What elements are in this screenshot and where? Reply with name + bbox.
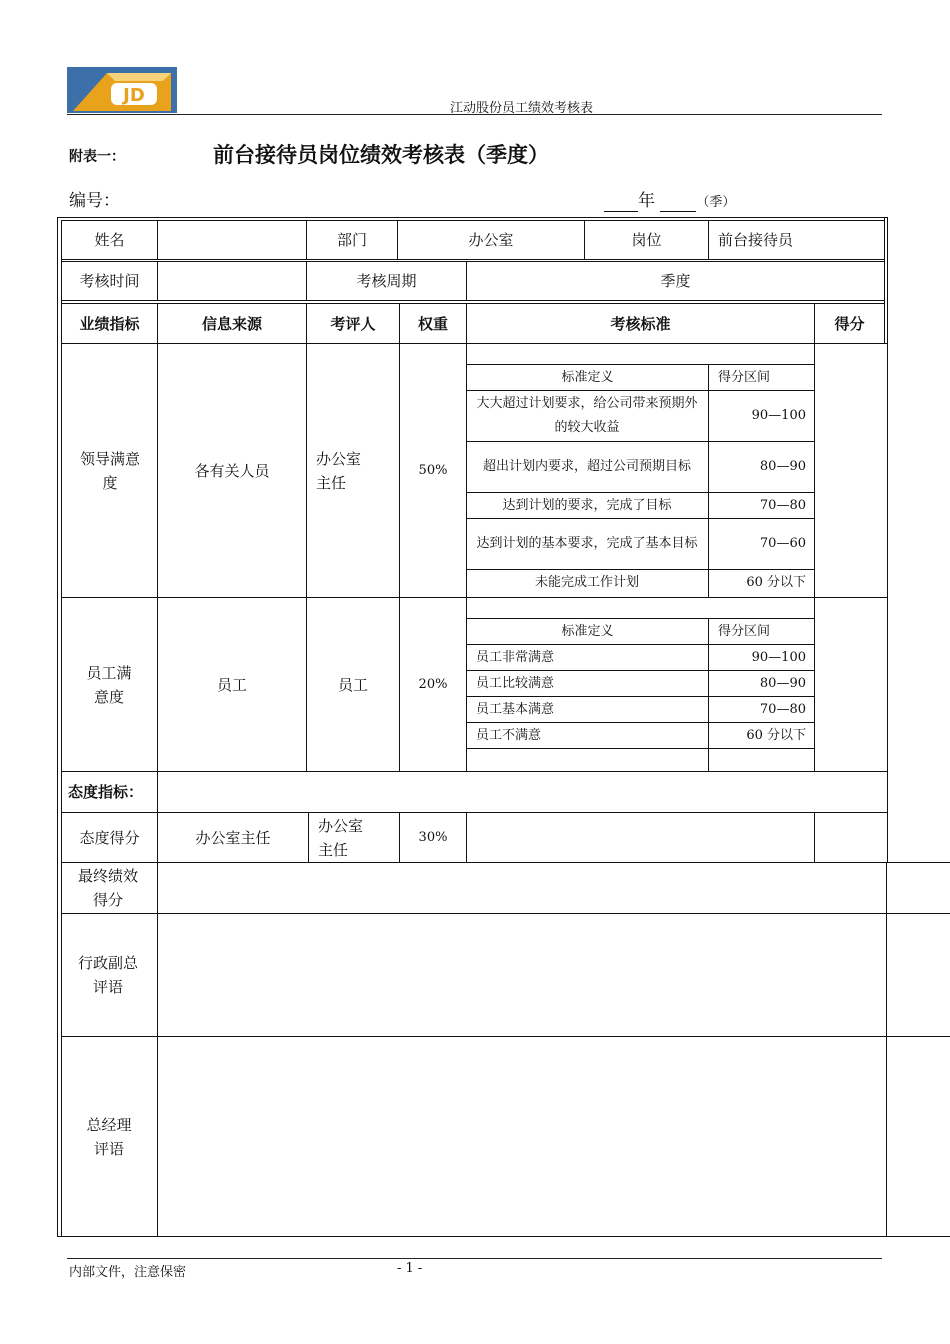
name-label: 姓名 — [94, 231, 125, 249]
attitude-score[interactable] — [815, 813, 886, 862]
criteria-definition: 员工不满意 — [476, 727, 542, 743]
dept-value[interactable]: 办公室 — [468, 231, 514, 249]
criteria-header-range: 得分区间 — [718, 623, 771, 639]
indicator-source: 员工 — [216, 675, 247, 694]
header-standard: 考核标准 — [610, 314, 671, 333]
header-score: 得分 — [834, 314, 865, 333]
criteria-definition: 未能完成工作计划 — [534, 575, 639, 590]
criteria-definition: 员工比较满意 — [476, 675, 555, 691]
gm-comment-value[interactable] — [158, 1037, 886, 1236]
footer-rule — [67, 1258, 882, 1259]
criteria-range: 60 分以下 — [746, 727, 806, 743]
criteria-range: 60 分以下 — [746, 575, 806, 590]
appendix-label: 附表一： — [69, 149, 125, 165]
page-number: - 1 - — [397, 1261, 423, 1276]
criteria-range: 70—80 — [759, 497, 806, 513]
criteria-range: 70—80 — [759, 701, 806, 717]
period-value[interactable]: 季度 — [660, 272, 691, 290]
page-title: 前台接待员岗位绩效考核表（季度） — [213, 143, 549, 167]
criteria-header-range: 得分区间 — [718, 369, 771, 385]
criteria-definition: 超出计划内要求，超过公司预期目标 — [482, 459, 691, 474]
criteria-definition: 员工基本满意 — [476, 701, 555, 717]
name-value[interactable] — [158, 221, 306, 259]
vp-comment-value[interactable] — [158, 914, 886, 1036]
indicator-evaluator: 办公室主任 — [316, 449, 362, 492]
header-indicator: 业绩指标 — [79, 314, 140, 333]
indicator-name: 领导满意度 — [79, 449, 140, 492]
criteria-range: 70—60 — [759, 536, 806, 551]
footer-confidential: 内部文件，注意保密 — [69, 1265, 187, 1280]
final-score-label: 最终绩效得分 — [77, 867, 138, 909]
criteria-header-definition: 标准定义 — [561, 623, 614, 639]
year-label: 年 — [638, 191, 655, 211]
dept-label: 部门 — [336, 231, 367, 249]
indicator-score[interactable] — [815, 598, 886, 771]
attitude-weight: 30% — [418, 829, 448, 845]
indicator-name: 员工满意度 — [86, 663, 132, 706]
attitude-standard[interactable] — [467, 813, 814, 862]
indicator-score[interactable] — [815, 344, 886, 597]
number-label: 编号： — [69, 191, 120, 211]
attitude-section-label: 态度指标： — [68, 783, 144, 801]
criteria-definition: 大大超过计划要求，给公司带来预期外的较大收益 — [476, 396, 698, 435]
svg-text:JD: JD — [123, 85, 145, 106]
criteria-range: 80—90 — [759, 675, 806, 691]
criteria-range: 90—100 — [751, 649, 806, 665]
indicator-source: 各有关人员 — [194, 461, 270, 480]
vp-comment-label: 行政副总评语 — [77, 954, 138, 996]
header-company-title: 江动股份员工绩效考核表 — [450, 101, 594, 116]
season-label: （季） — [696, 195, 736, 210]
time-value[interactable] — [158, 262, 306, 300]
time-label: 考核时间 — [79, 272, 140, 290]
indicator-weight: 20% — [418, 676, 448, 692]
final-score-value[interactable] — [158, 863, 886, 913]
attitude-name: 态度得分 — [79, 828, 140, 847]
header-source: 信息来源 — [201, 314, 262, 333]
criteria-definition: 员工非常满意 — [476, 649, 555, 665]
criteria-range: 80—90 — [759, 459, 806, 474]
post-value[interactable]: 前台接待员 — [718, 231, 794, 249]
post-label: 岗位 — [631, 231, 662, 249]
attitude-evaluator: 办公室主任 — [318, 816, 364, 859]
header-weight: 权重 — [417, 314, 448, 333]
indicator-weight: 50% — [418, 462, 448, 478]
header-evaluator: 考评人 — [330, 314, 376, 333]
criteria-range: 90—100 — [751, 408, 806, 423]
attitude-source: 办公室主任 — [195, 828, 271, 847]
criteria-definition: 达到计划的基本要求，完成了基本目标 — [476, 536, 698, 551]
indicator-evaluator: 员工 — [337, 675, 368, 694]
criteria-header-definition: 标准定义 — [561, 369, 614, 385]
period-label: 考核周期 — [356, 272, 417, 290]
criteria-definition: 达到计划的要求，完成了目标 — [502, 497, 672, 513]
gm-comment-label: 总经理评语 — [86, 1115, 132, 1158]
